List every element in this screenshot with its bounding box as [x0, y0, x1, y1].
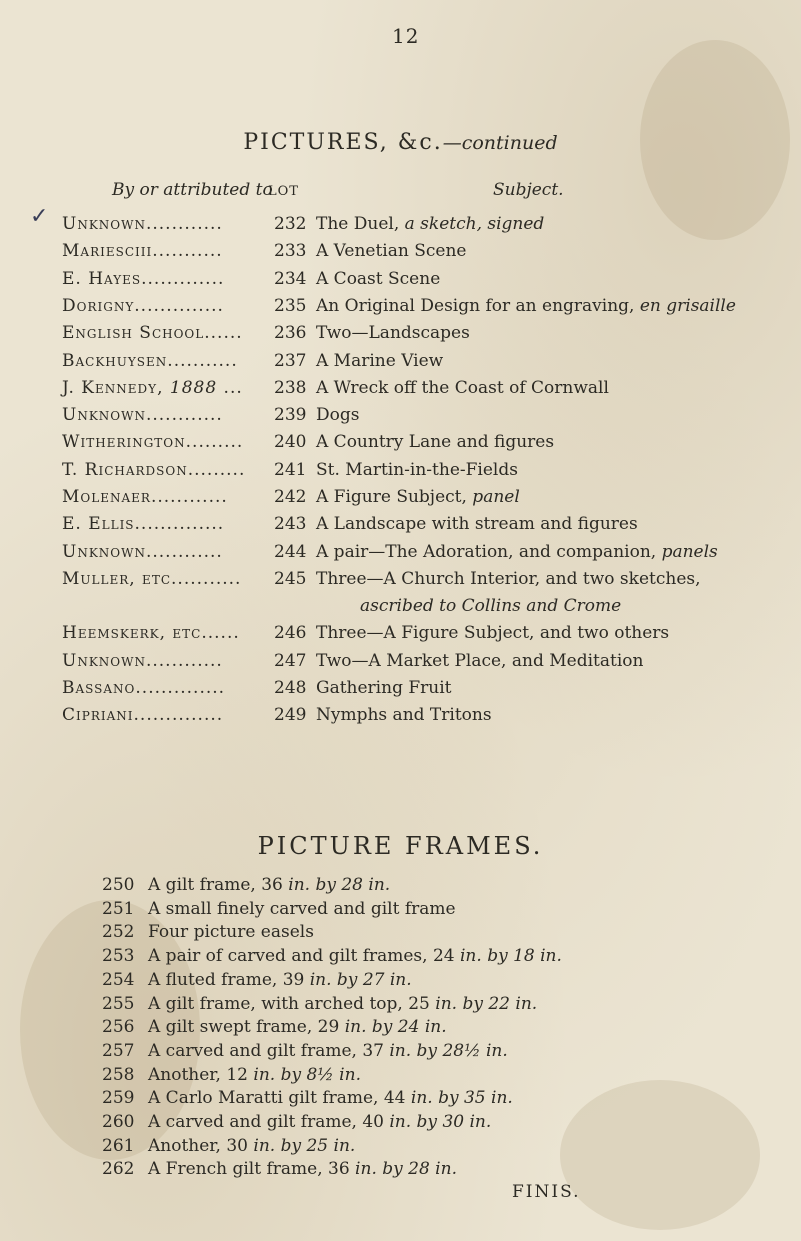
frame-lot-number: 262	[102, 1159, 135, 1180]
lot-row	[0, 241, 801, 269]
artist-name: Unknown	[62, 214, 146, 234]
subject-text: Two—A Market Place, and Meditation	[316, 650, 644, 671]
leader-dots: .............	[141, 268, 225, 289]
frame-dimensions: in. by 27 in.	[304, 969, 412, 990]
frame-lot-number: 252	[102, 922, 135, 943]
frame-description	[148, 1159, 457, 1179]
leader-dots: ............	[145, 650, 223, 671]
lot-number: 232	[274, 214, 307, 234]
lot-row	[0, 651, 801, 679]
leader-dots: ............	[145, 541, 223, 562]
frame-row	[0, 875, 801, 901]
frame-description	[148, 1065, 361, 1085]
frame-lot-number: 261	[102, 1135, 135, 1156]
frame-dimensions: in. by 25 in.	[248, 1135, 356, 1156]
lot-artist	[62, 405, 223, 425]
lot-subject	[316, 214, 544, 234]
lot-subject	[316, 432, 554, 452]
frame-description	[148, 1136, 355, 1156]
frame-row	[0, 994, 801, 1020]
lot-number: 247	[274, 650, 307, 671]
lot-row	[0, 460, 801, 488]
frame-description	[148, 1017, 447, 1037]
subject-text: A Wreck off the Coast of Cornwall	[316, 377, 609, 398]
lot-subject	[316, 378, 609, 398]
frame-desc-text: A pair of carved and gilt frames, 24	[148, 946, 455, 967]
column-header-lot: LOT	[268, 184, 299, 199]
lot-artist	[62, 623, 240, 643]
artist-name: J. Kennedy,	[62, 377, 164, 398]
lot-subject	[316, 405, 359, 425]
lot-number: 234	[274, 268, 307, 289]
frame-dimensions: in. by 22 in.	[429, 993, 538, 1014]
leader-dots: ..............	[134, 295, 224, 316]
subject-text: St. Martin-in-the-Fields	[316, 459, 518, 480]
frame-dimensions: in. by 28 in.	[282, 875, 391, 895]
frame-desc-text: A fluted frame, 39	[148, 969, 305, 990]
subject-note: a sketch, signed	[399, 214, 545, 234]
lot-subject	[316, 705, 492, 725]
frame-description	[148, 970, 412, 990]
artist-name: E. Ellis	[62, 514, 135, 535]
artist-name: Molenaer	[62, 487, 151, 507]
lot-artist	[62, 569, 241, 589]
lot-subject	[316, 623, 669, 643]
lot-subject	[316, 460, 518, 480]
leader-dots: ..............	[134, 514, 225, 535]
frame-dimensions: in. by 18 in.	[454, 946, 562, 967]
frame-lot-number: 257	[102, 1040, 135, 1061]
subject-note: panels	[656, 541, 718, 562]
lot-number: 237	[274, 350, 307, 371]
page-number: 12	[392, 24, 420, 48]
lot-number: 243	[274, 514, 307, 535]
subject-text: Dogs	[316, 405, 360, 426]
subject-text: A Landscape with stream and figures	[316, 514, 638, 535]
subject-text: Gathering Fruit	[316, 677, 452, 698]
frame-desc-text: A small finely carved and gilt frame	[148, 898, 456, 919]
leader-dots: ...........	[152, 241, 223, 262]
lot-row	[0, 432, 801, 460]
frame-row	[0, 899, 801, 925]
lot-row	[0, 487, 801, 515]
section-heading-frames: PICTURE FRAMES.	[257, 832, 544, 860]
frame-lot-number: 256	[102, 1017, 135, 1038]
subject-text: Three—A Church Interior, and two sketches,	[316, 568, 701, 589]
frame-description	[148, 875, 390, 895]
leader-dots: .........	[185, 432, 244, 453]
artist-name: English School	[62, 323, 205, 344]
frame-dimensions: in. by 30 in.	[383, 1112, 492, 1132]
frame-row	[0, 1112, 801, 1138]
lot-artist	[62, 514, 224, 534]
lot-number: 245	[274, 568, 307, 589]
lot-number: 238	[274, 377, 307, 398]
lot-row	[0, 405, 801, 433]
frame-dimensions: in. by 35 in.	[405, 1088, 513, 1109]
frame-description	[148, 946, 562, 966]
subject-text: Nymphs and Tritons	[316, 705, 492, 726]
frame-description	[148, 994, 537, 1014]
artist-name: Backhuysen	[62, 350, 168, 371]
lot-row	[0, 705, 801, 733]
artist-name: Cipriani	[62, 705, 134, 726]
lot-row	[0, 569, 801, 597]
frame-lot-number: 259	[102, 1088, 135, 1109]
frame-lot-number: 253	[102, 946, 135, 967]
lot-number: 242	[274, 487, 307, 507]
leader-dots: ..............	[135, 677, 226, 698]
artist-name: Witherington	[62, 432, 186, 453]
lot-245-continuation: ascribed to Collins and Crome	[360, 596, 622, 617]
lot-artist	[62, 678, 225, 698]
frame-desc-text: Another, 12	[148, 1064, 248, 1085]
frame-lot-number: 251	[102, 898, 135, 919]
frame-row	[0, 946, 801, 972]
lot-artist	[62, 323, 243, 343]
artist-name: T. Richardson	[62, 459, 188, 480]
subject-note: panel	[466, 487, 520, 507]
lot-subject	[316, 296, 736, 316]
lot-subject	[316, 542, 718, 562]
artist-name: E. Hayes	[62, 268, 142, 289]
frame-desc-text: A carved and gilt frame, 37	[148, 1040, 384, 1061]
lot-row	[0, 351, 801, 379]
artist-name: Heemskerk, etc.	[62, 623, 208, 644]
lot-row	[0, 514, 801, 542]
lot-number: 241	[274, 459, 307, 480]
frame-lot-number: 258	[102, 1064, 135, 1085]
frame-desc-text: Another, 30	[148, 1135, 248, 1156]
lot-number: 249	[274, 705, 307, 726]
frame-row	[0, 1136, 801, 1162]
artist-date: 1888	[163, 377, 218, 398]
leader-dots: ..........	[177, 568, 242, 589]
column-header-subject: Subject.	[493, 180, 564, 200]
lot-artist	[62, 432, 243, 452]
lot-row	[0, 678, 801, 706]
lot-row	[0, 214, 801, 242]
lot-number: 233	[274, 241, 307, 262]
frame-lot-number: 250	[102, 875, 135, 895]
frame-dimensions: in. by 28 in.	[349, 1159, 457, 1180]
subject-text: An Original Design for an engraving,	[316, 295, 635, 316]
leader-dots: ..............	[133, 705, 224, 726]
lot-artist	[62, 378, 243, 398]
frame-row	[0, 1159, 801, 1185]
lot-subject	[316, 269, 440, 289]
frame-desc-text: A Carlo Maratti gilt frame, 44	[148, 1088, 406, 1109]
lot-artist	[62, 214, 223, 234]
frame-dimensions: in. by 8½ in.	[248, 1064, 361, 1085]
frame-row	[0, 970, 801, 996]
lot-subject	[316, 323, 470, 343]
lot-number: 244	[274, 541, 307, 562]
lot-row	[0, 542, 801, 570]
lot-subject	[316, 487, 520, 507]
lot-row	[0, 378, 801, 406]
frame-desc-text: A gilt frame, 36	[148, 875, 283, 895]
frame-dimensions: in. by 24 in.	[339, 1017, 447, 1038]
lot-subject	[316, 241, 466, 261]
leader-dots: ......	[204, 323, 243, 344]
frame-row	[0, 1017, 801, 1043]
lot-artist	[62, 487, 228, 507]
lot-number: 246	[274, 623, 307, 644]
frame-dimensions: in. by 28½ in.	[383, 1040, 508, 1061]
artist-name: Unknown	[62, 541, 146, 562]
heading-main: PICTURES, &c.	[243, 130, 443, 155]
frame-description	[148, 1088, 513, 1108]
artist-name: Muller, etc.	[62, 568, 178, 589]
lot-number: 236	[274, 323, 307, 344]
subject-text: The Duel,	[316, 214, 400, 234]
subject-text: A Country Lane and figures	[316, 432, 555, 453]
lot-subject	[316, 514, 638, 534]
leader-dots: ............	[145, 405, 223, 426]
frame-description	[148, 899, 456, 919]
lot-number: 240	[274, 432, 307, 453]
leader-dots: ............	[150, 487, 228, 507]
finis-mark: FINIS.	[512, 1182, 581, 1202]
frame-desc-text: A French gilt frame, 36	[148, 1159, 350, 1180]
lot-number: 235	[274, 295, 307, 316]
lot-subject	[316, 651, 643, 671]
lot-artist	[62, 651, 223, 671]
lot-number: 248	[274, 677, 307, 698]
leader-dots: ...........	[167, 350, 238, 371]
frame-row	[0, 1065, 801, 1091]
lot-row	[0, 323, 801, 351]
frame-lot-number: 255	[102, 993, 135, 1014]
lot-number: 239	[274, 405, 307, 426]
lot-subject	[316, 569, 701, 589]
frame-description	[148, 1112, 491, 1132]
lot-artist	[62, 460, 245, 480]
lot-row	[0, 623, 801, 651]
column-header-artist: By or attributed to	[112, 180, 273, 200]
artist-name: Bassano	[62, 677, 136, 698]
heading-continued: —continued	[442, 132, 558, 154]
frame-desc-text: A gilt frame, with arched top, 25	[148, 993, 430, 1014]
section-heading-pictures	[0, 130, 801, 155]
margin-check-mark: ✓	[30, 204, 49, 229]
leader-dots: ............	[145, 214, 223, 234]
frame-lot-number: 260	[102, 1112, 135, 1132]
lot-subject	[316, 678, 452, 698]
leader-dots: .........	[187, 459, 246, 480]
lot-subject	[316, 351, 443, 371]
leader-dots: ...	[217, 377, 243, 398]
frame-description	[148, 922, 314, 942]
subject-text: A Marine View	[316, 350, 444, 371]
lot-artist	[62, 542, 223, 562]
frame-row	[0, 922, 801, 948]
lot-artist	[62, 269, 224, 289]
lot-artist	[62, 241, 223, 261]
subject-text: A Figure Subject,	[316, 487, 467, 507]
frame-row	[0, 1041, 801, 1067]
subject-text: Two—Landscapes	[316, 323, 470, 344]
lot-artist	[62, 296, 224, 316]
artist-name: Unknown	[62, 650, 146, 671]
artist-name: Unknown	[62, 405, 146, 426]
subject-text: Three—A Figure Subject, and two others	[316, 623, 670, 644]
lot-row	[0, 269, 801, 297]
subject-text: A Venetian Scene	[316, 241, 467, 262]
lot-row	[0, 296, 801, 324]
subject-text: A pair—The Adoration, and companion,	[316, 541, 657, 562]
frame-row	[0, 1088, 801, 1114]
lot-artist	[62, 351, 238, 371]
frame-lot-number: 254	[102, 969, 135, 990]
artist-name: Dorigny	[62, 295, 135, 316]
artist-name: Mariesciii	[62, 241, 153, 262]
subject-text: A Coast Scene	[316, 268, 441, 289]
frame-description	[148, 1041, 508, 1061]
lot-artist	[62, 705, 223, 725]
leader-dots: .....	[207, 623, 240, 644]
frame-desc-text: Four picture easels	[148, 922, 314, 943]
subject-note: en grisaille	[634, 295, 736, 316]
frame-desc-text: A gilt swept frame, 29	[148, 1017, 340, 1038]
frame-desc-text: A carved and gilt frame, 40	[148, 1112, 384, 1132]
